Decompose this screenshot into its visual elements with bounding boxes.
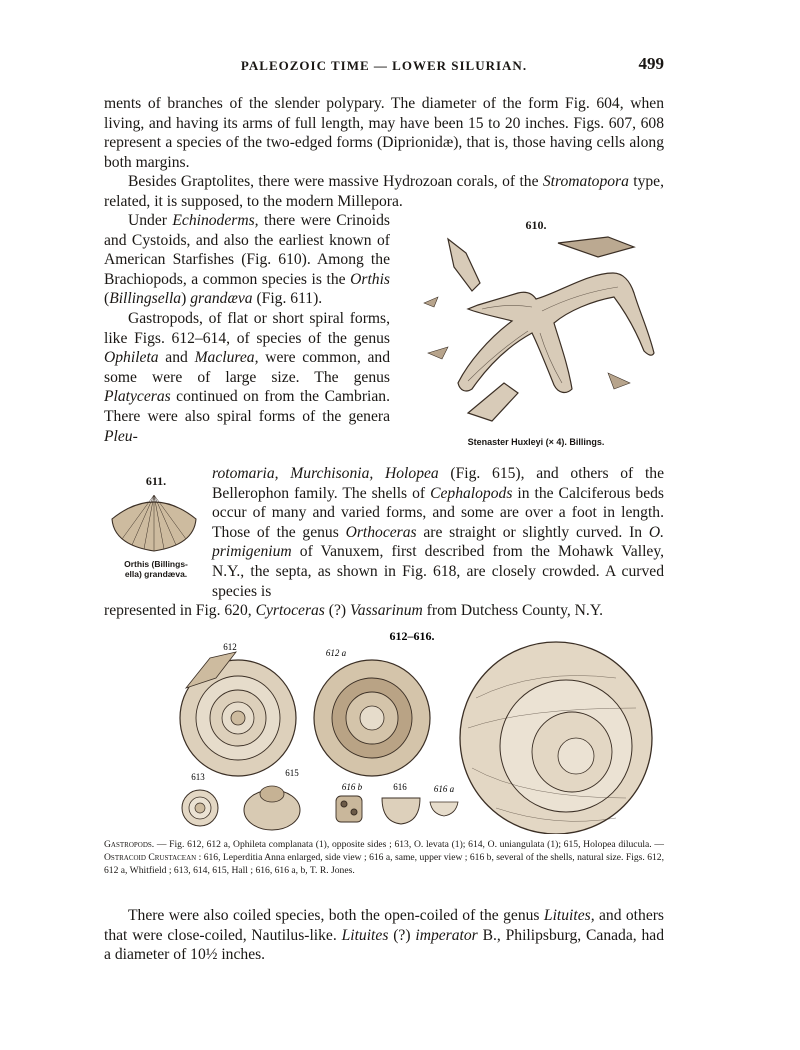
gastropod-plate xyxy=(176,628,664,834)
text-run: (Fig. 615), and others of the Bellerophon family. The shells of xyxy=(212,465,664,502)
starfish-illustration xyxy=(408,233,664,433)
text-run-italic: Vassarinum xyxy=(349,602,423,620)
text-run-italic: Orthis xyxy=(350,270,390,288)
shell-613 xyxy=(182,790,218,826)
text-run-italic: Orthoceras xyxy=(345,523,417,541)
caption-section: Ostracoid Crustacean xyxy=(104,852,197,863)
text-run-italic: Lituites xyxy=(341,926,389,944)
page-number: 499 xyxy=(638,54,664,73)
caption-text: : 616, Leperditia Anna enlarged, side view ; 616 a, same, upper view ; 616 b, several of the shells, natural size. Figs. 612, 612 a, Whitfield ; 613, 614, 615, Hall ; 616, 616 a, b, T. R. Jones. xyxy=(104,852,664,876)
text-run-italic: Billingsella xyxy=(109,290,182,308)
figure-number: 611. xyxy=(145,474,167,488)
text-run-italic: Cephalopods xyxy=(430,484,513,502)
text-run: continued on from the Cambrian. There were also spiral forms of the genera xyxy=(104,388,390,425)
label-616: 616 xyxy=(393,782,407,792)
wrapped-lines xyxy=(212,464,664,601)
page-header xyxy=(104,54,664,78)
paragraph-echinoderms xyxy=(104,211,390,309)
shell-616b xyxy=(336,796,362,822)
label-616b: 616 b xyxy=(341,782,363,792)
running-head: PALEOZOIC TIME — LOWER SILURIAN. xyxy=(240,58,528,73)
text-run-italic: Lituites, xyxy=(543,907,595,924)
text-run: of Vanuxem, first described from the Mohawk Valley, N.Y., the septa, as shown in Fig. 618, are closely crowded. A curved species is xyxy=(212,543,664,600)
text-run: Gastropods, of flat or short spiral forms, like Figs. 612–614, of species of the genus xyxy=(104,309,390,347)
shell-615 xyxy=(244,786,300,830)
text-run: (?) xyxy=(388,926,416,944)
label-613: 613 xyxy=(191,772,205,782)
caption-lead: Gastropods. xyxy=(104,839,155,850)
text-run: (Fig. 611). xyxy=(252,290,323,308)
text-run: Besides Graptolites, there were massive Hydrozoan corals, of the xyxy=(128,173,543,190)
text-run: (?) xyxy=(324,602,350,620)
text-run: Under xyxy=(128,212,173,229)
text-run: ) xyxy=(181,290,191,308)
label-616a: 616 a xyxy=(433,784,455,794)
text-run: ( xyxy=(104,290,110,308)
paragraph-cephalopods xyxy=(104,464,664,621)
figure-caption: Stenaster Huxleyi (× 4). Billings. xyxy=(467,437,605,447)
text-run-italic: Echinoderms, xyxy=(172,212,259,229)
shell-616a xyxy=(430,802,458,816)
text-run: were common, and some were of large size. The genus xyxy=(104,349,390,386)
text-run-italic: Ophileta xyxy=(104,349,159,367)
text-run: B., Philipsburg, Canada, had a diameter of 10½ inches. xyxy=(104,926,665,964)
caption-text: — Fig. 612, 612 a, Ophileta complanata (1), opposite sides ; 613, O. levata (1); 614, O. uniangulata (1); 615, Holopea dilucula. — xyxy=(154,839,664,850)
text-run-italic: Maclurea, xyxy=(194,349,259,367)
column-echinoderms-gastropods xyxy=(104,211,390,446)
text-run-italic: rotomaria, Murchisonia, Holopea xyxy=(212,465,439,482)
shell-612 xyxy=(180,652,296,776)
figure-610-starfish xyxy=(408,218,664,448)
figure-number: 612–616. xyxy=(389,629,435,643)
shell-616 xyxy=(382,798,420,824)
text-run: are straight or slightly curved. In xyxy=(416,523,649,541)
text-run: type, related, it is supposed, to the modern Millepora. xyxy=(104,173,665,210)
figure-number: 610. xyxy=(525,218,547,232)
text-run: There were also coiled species, both the open-coiled of the genus xyxy=(128,907,544,924)
paragraph-lituites xyxy=(104,906,664,965)
text-run-italic: O. primigenium xyxy=(212,523,664,561)
paragraph-gastropods xyxy=(104,309,390,446)
label-612a: 612 a xyxy=(325,648,347,658)
paragraph-hydrozoans xyxy=(104,172,664,211)
text-run-italic: grandæva xyxy=(190,290,253,308)
figure-612-616-gastropods xyxy=(176,628,664,834)
caption-line: Orthis (Billings- xyxy=(124,559,188,569)
text-run-italic: Platyceras xyxy=(104,388,171,406)
shell-612a xyxy=(314,660,430,776)
text-run: and xyxy=(158,349,195,367)
caption-line: ella) grandæva. xyxy=(124,569,188,579)
text-run: and others that were close-coiled, Nautilus-like. xyxy=(104,907,664,944)
text-run: in the Calciferous beds occur of many and varied forms, and some are over a foot in length. Those of the genus xyxy=(212,484,664,541)
text-run: represented in Fig. 620, xyxy=(104,602,256,620)
text-run: there were Crinoids and Cystoids, and also the earliest known of American Starfishes (Fig. 610). Among the Brachiopods, a common species is the xyxy=(104,212,390,288)
label-615: 615 xyxy=(285,768,299,778)
paragraph-graptolites: ments of branches of the slender polypary. The diameter of the form Fig. 604, when living, and having its arms of full length, may have been 15 to 20 inches. Figs. 607, 608 represent a species of the two-edged forms (Diprionidæ), that is, those having cells along both margins. xyxy=(104,95,664,171)
text-run-italic: Stromatopora xyxy=(542,173,629,190)
text-run: from Dutchess County, N.Y. xyxy=(422,602,603,620)
plate-caption xyxy=(104,838,664,877)
text-run-italic: Pleu- xyxy=(104,427,138,445)
label-612: 612 xyxy=(223,642,237,652)
text-run-italic: Cyrtoceras xyxy=(255,602,325,620)
shell-614 xyxy=(460,642,652,834)
full-width-line xyxy=(104,601,664,621)
text-run-italic: imperator xyxy=(415,926,478,944)
